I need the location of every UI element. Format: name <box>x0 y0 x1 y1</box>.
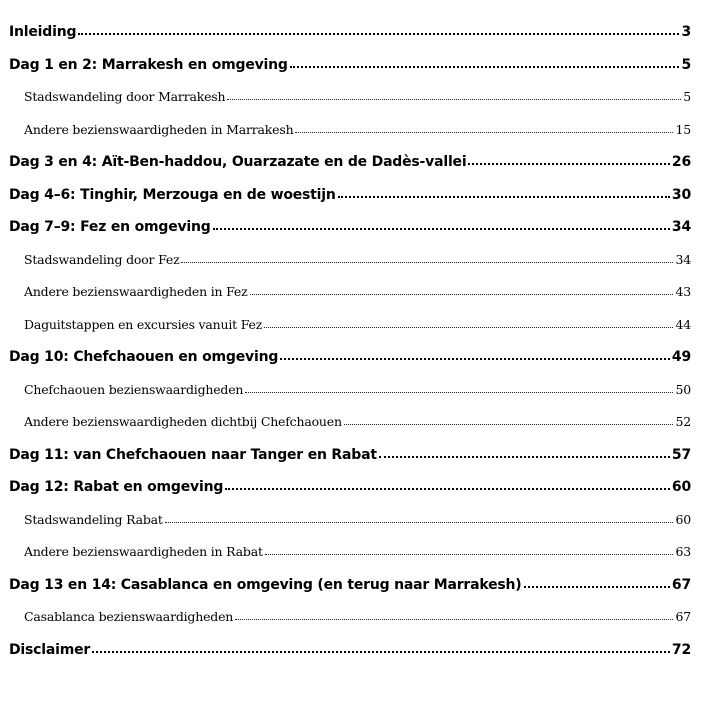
dot-leader <box>225 488 670 490</box>
dot-leader <box>290 66 680 68</box>
dot-leader <box>235 619 673 620</box>
toc-chapter-entry[interactable] <box>9 24 691 40</box>
toc-entry-title: Dag 7–9: Fez en omgeving <box>9 219 211 235</box>
toc-chapter-entry[interactable] <box>9 187 691 203</box>
toc-entry-title: Disclaimer <box>9 641 91 658</box>
toc-entry-page-number: 44 <box>675 316 691 332</box>
toc-chapter-entry[interactable] <box>9 479 691 495</box>
toc-entry-title: Stadswandeling Rabat <box>24 511 163 527</box>
dot-leader <box>338 196 670 198</box>
toc-chapter-entry[interactable] <box>9 349 691 365</box>
dot-leader <box>181 262 673 263</box>
toc-chapter-entry[interactable] <box>9 642 691 658</box>
toc-entry-page-number: 49 <box>671 349 691 365</box>
toc-section-entry[interactable] <box>9 284 691 299</box>
toc-entry-page-number: 50 <box>675 381 691 397</box>
toc-entry-page-number: 5 <box>683 89 691 104</box>
dot-leader <box>227 99 681 100</box>
toc-entry-title: Dag 12: Rabat en omgeving <box>9 479 224 495</box>
toc-entry-page-number: 15 <box>675 121 691 137</box>
dot-leader <box>379 456 670 458</box>
toc-entry-title: Stadswandeling door Fez <box>24 251 180 267</box>
dot-leader <box>92 651 670 653</box>
dot-leader <box>468 163 669 165</box>
toc-entry-page-number: 30 <box>671 186 691 203</box>
dot-leader <box>250 294 674 295</box>
dot-leader <box>245 392 673 393</box>
toc-entry-title: Andere bezienswaardigheden dichtbij Chefchaouen <box>24 414 342 429</box>
toc-entry-page-number: 34 <box>675 251 691 267</box>
toc-entry-title: Dag 3 en 4: Aït-Ben-haddou, Ouarzazate en de Dadès-vallei <box>9 154 467 170</box>
dot-leader <box>524 586 670 588</box>
toc-entry-title: Daguitstappen en excursies vanuit Fez <box>24 316 263 332</box>
toc-chapter-entry[interactable] <box>9 447 691 463</box>
toc-section-entry[interactable] <box>9 544 691 559</box>
toc-entry-page-number: 60 <box>675 511 691 527</box>
dot-leader <box>213 228 670 230</box>
toc-entry-page-number: 72 <box>671 641 691 658</box>
toc-entry-title: Andere bezienswaardigheden in Fez <box>24 284 248 299</box>
toc-chapter-entry[interactable] <box>9 219 691 235</box>
toc-entry-page-number: 34 <box>671 219 691 235</box>
toc-entry-title: Stadswandeling door Marrakesh <box>24 89 226 104</box>
toc-entry-page-number: 60 <box>671 479 691 495</box>
toc-section-entry[interactable] <box>9 317 691 332</box>
toc-entry-title: Andere bezienswaardigheden in Rabat <box>24 544 263 559</box>
toc-entry-title: Dag 13 en 14: Casablanca en omgeving (en terug naar Marrakesh) <box>9 576 522 593</box>
toc-section-entry[interactable] <box>9 252 691 267</box>
toc-section-entry[interactable] <box>9 609 691 624</box>
toc-entry-page-number: 57 <box>671 446 691 463</box>
toc-entry-page-number: 52 <box>675 414 691 429</box>
toc-entry-title: Inleiding <box>9 24 77 40</box>
toc-entry-page-number: 67 <box>671 576 691 593</box>
toc-entry-title: Dag 4–6: Tinghir, Merzouga en de woestijn <box>9 186 336 203</box>
toc-entry-title: Chefchaouen bezienswaardigheden <box>24 381 244 397</box>
toc-section-entry[interactable] <box>9 382 691 397</box>
toc-section-entry[interactable] <box>9 512 691 527</box>
toc-chapter-entry[interactable] <box>9 57 691 73</box>
toc-entry-page-number: 5 <box>681 56 691 73</box>
toc-entry-page-number: 26 <box>671 154 691 170</box>
toc-chapter-entry[interactable] <box>9 154 691 170</box>
dot-leader <box>265 554 674 555</box>
toc-entry-title: Dag 10: Chefchaouen en omgeving <box>9 349 279 365</box>
toc-entry-page-number: 63 <box>675 544 691 559</box>
toc-entry-title: Andere bezienswaardigheden in Marrakesh <box>24 121 294 137</box>
toc-entry-title: Dag 1 en 2: Marrakesh en omgeving <box>9 56 288 73</box>
toc-entry-title: Casablanca bezienswaardigheden <box>24 609 234 624</box>
dot-leader <box>295 132 673 133</box>
dot-leader <box>165 522 674 523</box>
toc-entry-page-number: 43 <box>675 284 691 299</box>
toc-section-entry[interactable] <box>9 414 691 429</box>
dot-leader <box>280 358 670 360</box>
dot-leader <box>344 424 674 425</box>
toc-entry-page-number: 3 <box>681 24 691 40</box>
toc-entry-page-number: 67 <box>675 609 691 624</box>
toc-section-entry[interactable] <box>9 89 691 104</box>
dot-leader <box>78 33 679 35</box>
toc-entry-title: Dag 11: van Chefchaouen naar Tanger en Rabat <box>9 446 377 463</box>
toc-chapter-entry[interactable] <box>9 577 691 593</box>
dot-leader <box>264 327 673 328</box>
toc-section-entry[interactable] <box>9 122 691 137</box>
